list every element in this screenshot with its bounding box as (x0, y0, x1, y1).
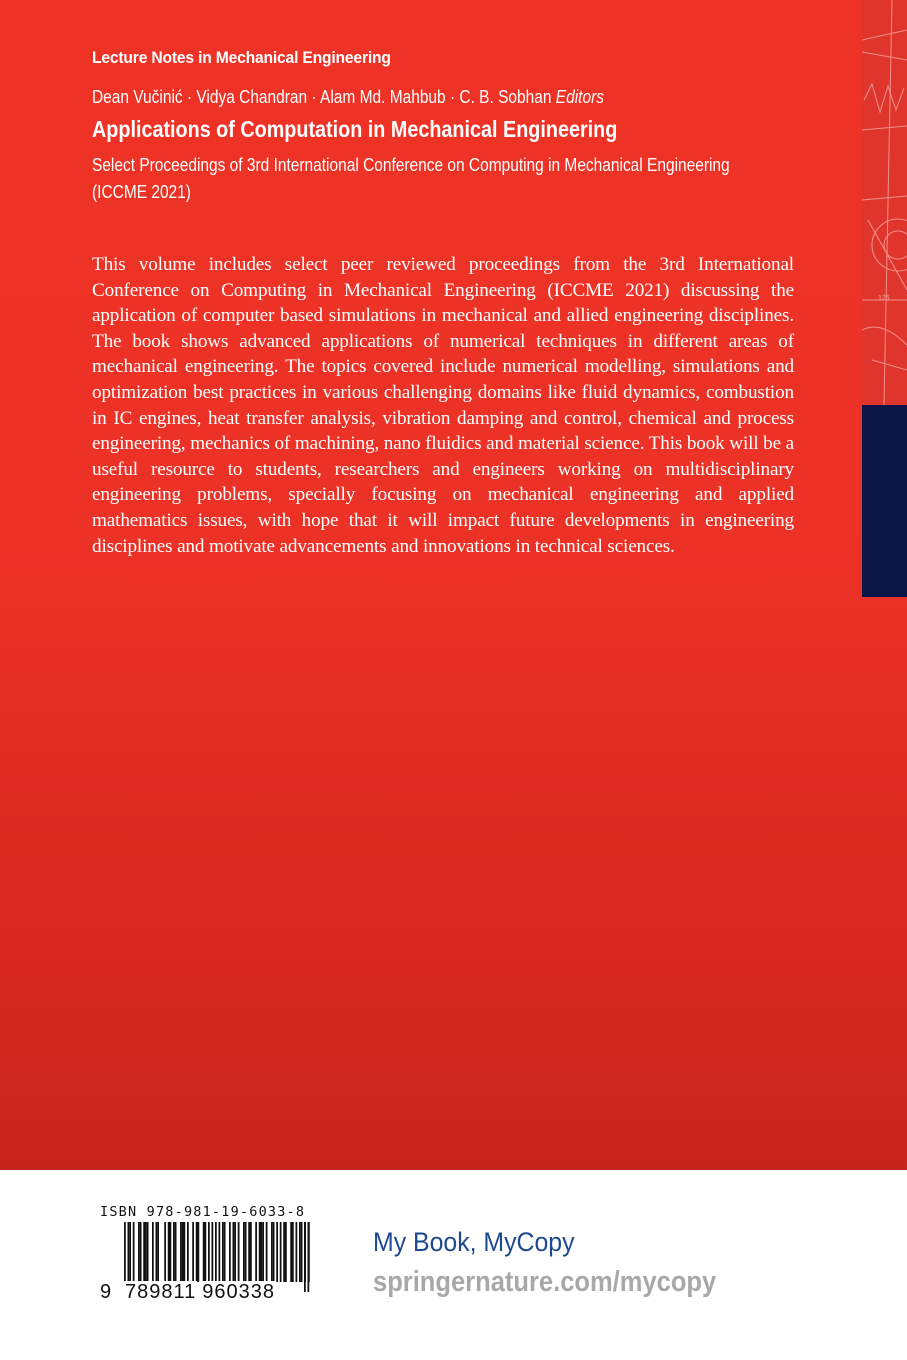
navy-accent-block (862, 405, 907, 597)
barcode-lead-digit: 9 (100, 1281, 124, 1304)
barcode-bar (266, 1222, 268, 1282)
barcode-bar (283, 1222, 285, 1282)
barcode-bar (138, 1222, 140, 1282)
book-title: Applications of Computation in Mechanical Engineering (92, 116, 618, 142)
barcode-bar (248, 1222, 250, 1282)
editors-label: Editors (555, 87, 604, 107)
barcode-bar (205, 1222, 207, 1282)
barcode-bar (290, 1222, 292, 1282)
barcode-bar (280, 1222, 282, 1282)
barcode-bar (250, 1222, 252, 1282)
barcode-bar (233, 1222, 235, 1282)
barcode-bar (187, 1222, 189, 1282)
barcode-bar (182, 1222, 184, 1282)
barcode-bar (238, 1222, 240, 1282)
barcode-bar (292, 1222, 294, 1282)
barcode-bar (198, 1222, 200, 1282)
barcode-bar (262, 1222, 264, 1282)
barcode-bar (261, 1222, 263, 1282)
barcode-number (100, 1281, 316, 1304)
barcode-bar (156, 1222, 158, 1282)
mycopy-tagline: My Book, MyCopy (373, 1227, 575, 1257)
barcode-bar (157, 1222, 159, 1282)
barcode-bar (133, 1222, 135, 1282)
barcode-group-left: 789811 (125, 1281, 197, 1303)
barcode-bar (234, 1222, 236, 1282)
barcode-bar (245, 1222, 247, 1282)
barcode-bar (164, 1222, 166, 1282)
barcode-bar (296, 1222, 298, 1282)
barcode-bar (276, 1222, 278, 1282)
barcode-bar (222, 1222, 224, 1282)
barcode-bar (143, 1222, 145, 1282)
barcode-bar (212, 1222, 214, 1282)
barcode-bar (147, 1222, 149, 1282)
barcode-bar (299, 1222, 301, 1282)
editors-line (92, 87, 604, 108)
series-name: Lecture Notes in Mechanical Engineering (92, 48, 391, 67)
barcode-bar (175, 1222, 177, 1282)
barcode-bar (145, 1222, 147, 1282)
barcode-bar (259, 1222, 261, 1282)
barcode-bar (208, 1222, 210, 1282)
mycopy-url-link[interactable]: springernature.com/mycopy (373, 1266, 717, 1298)
barcode-bar (243, 1222, 245, 1282)
editor-names: Dean Vučinić · Vidya Chandran · Alam Md. Mahbub · C. B. Sobhan (92, 87, 552, 107)
barcode-bar (152, 1222, 154, 1282)
barcode-bar (184, 1222, 186, 1282)
barcode-bar (273, 1222, 275, 1282)
engineering-drawing-illustration (862, 0, 907, 405)
barcode-bar (271, 1222, 273, 1282)
barcode-bar (229, 1222, 231, 1282)
cover-artwork-strip (862, 0, 907, 405)
drawing-dimension-label: 125 (878, 295, 890, 302)
barcode-bar (168, 1222, 170, 1282)
barcode-bar (140, 1222, 142, 1282)
barcode-group-right: 960338 (202, 1281, 276, 1303)
isbn-text: ISBN 978-981-19-6033-8 (100, 1204, 306, 1220)
barcode-bar (180, 1222, 182, 1282)
barcode-bar (285, 1222, 287, 1282)
book-subtitle: Select Proceedings of 3rd International Conference on Computing in Mechanical Engineering (ICCME 2021) (92, 155, 730, 202)
barcode-bar (129, 1222, 131, 1282)
barcode-bar (173, 1222, 175, 1282)
barcode-bar (192, 1222, 194, 1282)
book-description: This volume includes select peer reviewed proceedings from the 3rd International Conference on Computing in Mechanical Engineering (ICCME 2021) discussing the application of computer based simulations in mechanical and allied engineering disciplines. The book shows advanced applications of numerical techniques in different areas of mechanical engineering. The topics covered include numerical modelling, simulations and optimization best practices in various challenging domains like fluid dynamics, combustion in IC engines, heat transfer analysis, vibration damping and control, chemical and process engineering, mechanics of machining, nano fluidics and material science. This book will be a useful resource to students, researchers and engineers working on multidisciplinary engineering problems, specially focusing on mechanical engineering and applied mathematics issues, with hope that it will impact future developments in engineering disciplines and motivate advancements and innovations in technical sciences. (92, 254, 794, 557)
barcode-bar (301, 1222, 303, 1282)
barcode-bar (224, 1222, 226, 1282)
barcode-bar (170, 1222, 172, 1282)
barcode-bar (203, 1222, 205, 1282)
barcode-bar (255, 1222, 257, 1282)
barcode-bar (196, 1222, 198, 1282)
barcode-bar (310, 1222, 311, 1282)
